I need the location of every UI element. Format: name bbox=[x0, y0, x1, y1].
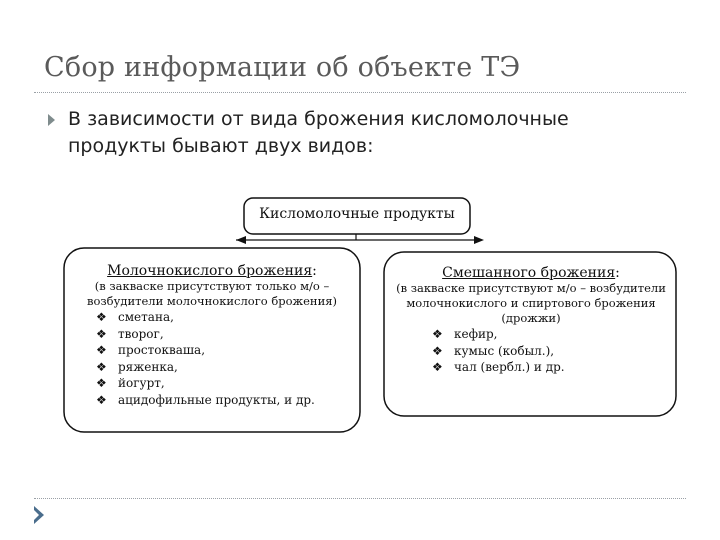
list-item bbox=[94, 375, 354, 392]
list-item-text: ряженка, bbox=[118, 359, 178, 374]
diamond-bullet-icon: ❖ bbox=[432, 327, 443, 341]
list-item-text: простокваша, bbox=[118, 343, 206, 357]
diamond-bullet-icon: ❖ bbox=[432, 343, 443, 358]
right-arrowhead-icon bbox=[474, 236, 484, 244]
right-note: (в закваске присутствуют м/о – возбудители молочнокислого и спиртового брожения (дрожжи) bbox=[396, 281, 666, 325]
diamond-bullet-icon: ❖ bbox=[96, 359, 107, 374]
right-heading-text: Смешанного брожения bbox=[442, 265, 616, 281]
left-product-list bbox=[94, 309, 354, 408]
left-heading-colon: : bbox=[312, 263, 317, 279]
next-slide-arrow-icon[interactable] bbox=[34, 506, 44, 524]
list-item-text: сметана, bbox=[118, 310, 174, 324]
diamond-bullet-icon: ❖ bbox=[96, 392, 107, 407]
right-heading bbox=[390, 265, 672, 281]
list-item bbox=[94, 392, 354, 409]
list-item-text: кефир, bbox=[454, 327, 498, 341]
list-item-text: кумыс (кобыл.), bbox=[454, 343, 555, 358]
lactic-fermentation-group bbox=[70, 263, 354, 408]
diamond-bullet-icon: ❖ bbox=[96, 343, 107, 357]
list-item bbox=[94, 309, 354, 326]
list-item-text: йогурт, bbox=[118, 376, 165, 390]
list-item-text: чал (вербл.) и др. bbox=[454, 360, 565, 374]
list-item-text: ацидофильные продукты, и др. bbox=[118, 392, 315, 407]
diamond-bullet-icon: ❖ bbox=[96, 326, 107, 341]
diamond-bullet-icon: ❖ bbox=[432, 360, 443, 374]
list-item bbox=[94, 326, 354, 343]
right-product-list bbox=[430, 326, 672, 376]
list-item bbox=[94, 359, 354, 376]
mixed-fermentation-group bbox=[390, 265, 672, 376]
diamond-bullet-icon: ❖ bbox=[96, 310, 107, 324]
left-heading bbox=[70, 263, 354, 279]
list-item bbox=[430, 359, 672, 376]
list-item bbox=[430, 326, 672, 343]
left-heading-text: Молочнокислого брожения bbox=[107, 263, 313, 279]
right-heading-colon: : bbox=[615, 265, 620, 281]
root-label: Кисломолочные продукты bbox=[259, 206, 455, 222]
footer-divider bbox=[34, 498, 686, 499]
left-note: (в закваске присутствуют только м/о – возбудители молочнокислого брожения) bbox=[87, 279, 337, 308]
slide-title: Сбор информации об объекте ТЭ bbox=[44, 52, 521, 83]
diamond-bullet-icon: ❖ bbox=[96, 376, 107, 390]
bullet-text: В зависимости от вида брожения кисломолочные продукты бывают двух видов: bbox=[68, 108, 569, 157]
list-item-text: творог, bbox=[118, 326, 164, 341]
list-item bbox=[94, 342, 354, 359]
list-item bbox=[430, 343, 672, 360]
left-arrowhead-icon bbox=[236, 236, 246, 244]
